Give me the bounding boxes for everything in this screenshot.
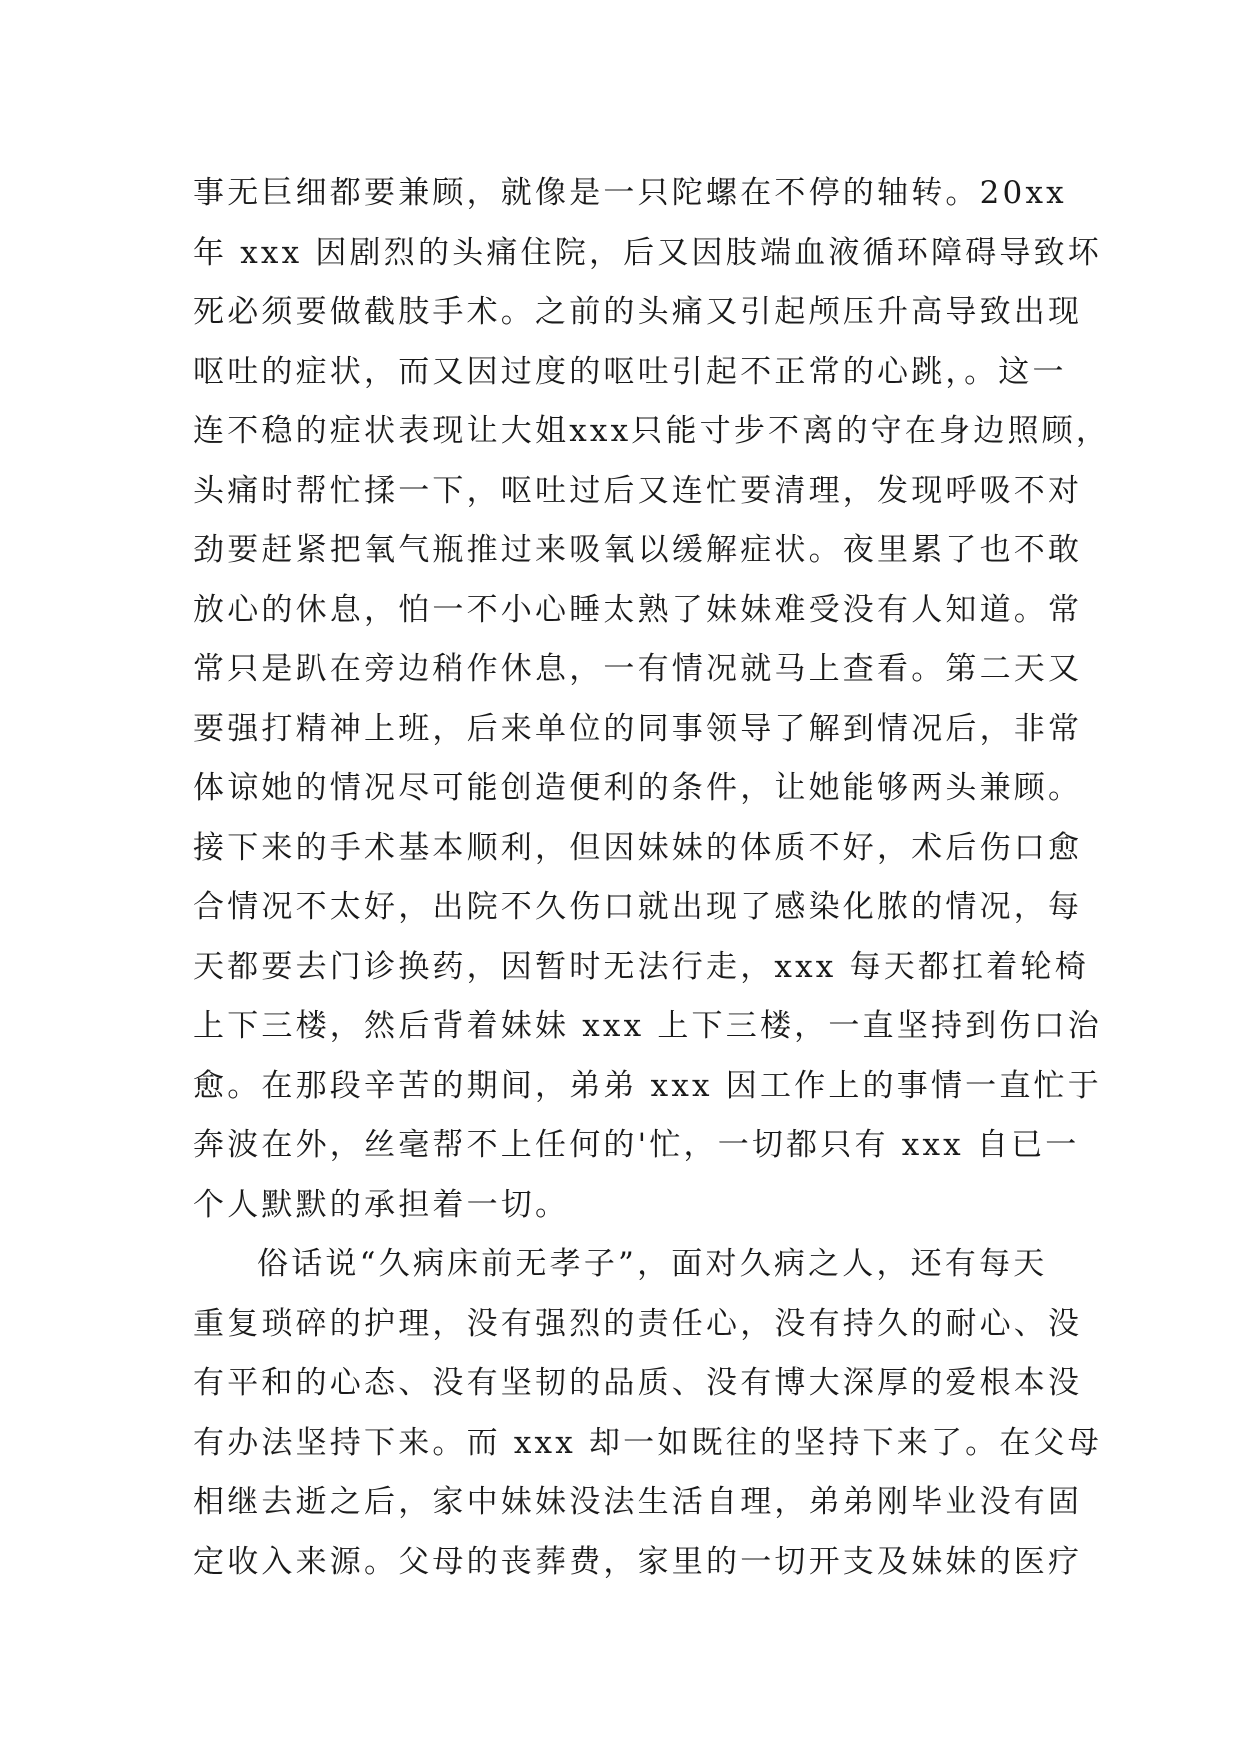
- body-text: [193, 164, 1111, 1592]
- text-line: 合情况不太好，出院不久伤口就出现了感染化脓的情况，每: [193, 889, 1083, 925]
- text-line: 连不稳的症状表现让大姐xxx只能寸步不离的守在身边照顾，: [193, 413, 1111, 449]
- text-line: 年 xxx 因剧烈的头痛住院，后又因肢端血液循环障碍导致坏: [193, 234, 1102, 271]
- text-line: 愈。在那段辛苦的期间，弟弟 xxx 因工作上的事情一直忙于: [193, 1067, 1102, 1104]
- paragraph-first-line: 俗话说“久病床前无孝子”，面对久病之人，还有每天: [257, 1246, 1048, 1282]
- text-line: 有办法坚持下来。而 xxx 却一如既往的坚持下来了。在父母: [193, 1424, 1102, 1461]
- text-line: 死必须要做截肢手术。之前的头痛又引起颅压升高导致出现: [193, 294, 1083, 330]
- text-line: 事无巨细都要兼顾，就像是一只陀螺在不停的轴转。20xx: [193, 175, 1067, 211]
- text-line: 体谅她的情况尽可能创造便利的条件，让她能够两头兼顾。: [193, 770, 1083, 806]
- text-line: 重复琐碎的护理，没有强烈的责任心，没有持久的耐心、没: [193, 1305, 1083, 1342]
- text-line: 奔波在外，丝毫帮不上任何的'忙，一切都只有 xxx 自已一: [193, 1127, 1080, 1163]
- text-line: 接下来的手术基本顺利，但因妹妹的体质不好，术后伤口愈: [193, 829, 1083, 866]
- text-line: 相继去逝之后，家中妹妹没法生活自理，弟弟刚毕业没有固: [193, 1484, 1083, 1520]
- text-line: 要强打精神上班，后来单位的同事领导了解到情况后，非常: [193, 710, 1083, 747]
- text-line: 定收入来源。父母的丧葬费，家里的一切开支及妹妹的医疗: [193, 1543, 1083, 1580]
- text-line: 头痛时帮忙揉一下，呕吐过后又连忙要清理，发现呼吸不对: [193, 472, 1083, 509]
- text-line: 个人默默的承担着一切。: [193, 1186, 570, 1223]
- text-line: 上下三楼，然后背着妹妹 xxx 上下三楼，一直坚持到伤口治: [193, 1008, 1102, 1044]
- text-line: 劲要赶紧把氧气瓶推过来吸氧以缓解症状。夜里累了也不敢: [193, 532, 1083, 568]
- text-line: 天都要去门诊换药，因暂时无法行走，xxx 每天都扛着轮椅: [193, 948, 1089, 985]
- text-line: 放心的休息，怕一不小心睡太熟了妹妹难受没有人知道。常: [193, 591, 1083, 628]
- text-line: 有平和的心态、没有坚韧的品质、没有博大深厚的爱根本没: [193, 1365, 1083, 1401]
- text-line: 常只是趴在旁边稍作休息，一有情况就马上查看。第二天又: [193, 651, 1083, 687]
- text-line: 呕吐的症状，而又因过度的呕吐引起不正常的心跳，。这一: [193, 353, 1067, 390]
